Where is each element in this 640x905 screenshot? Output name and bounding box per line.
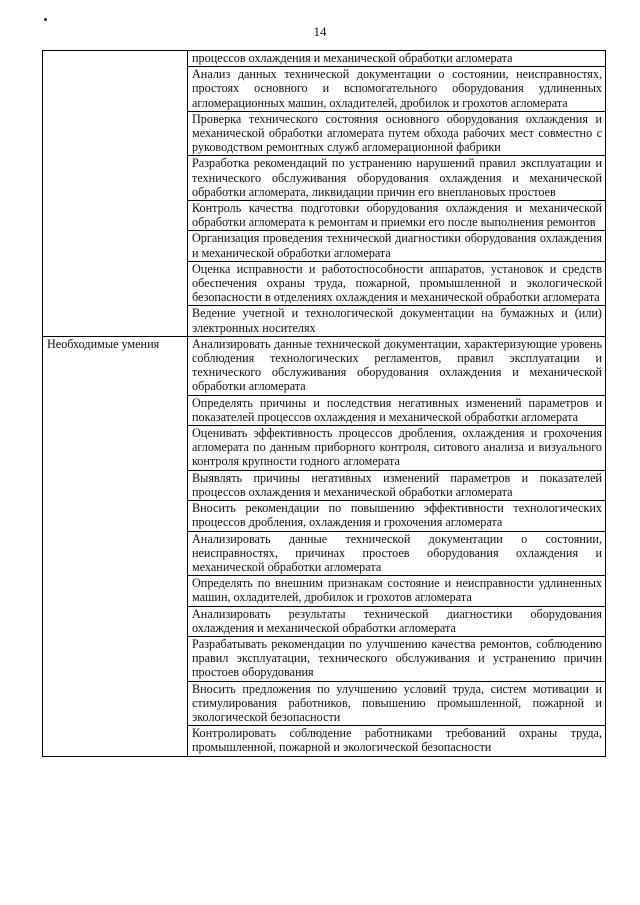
scan-dot <box>44 18 47 21</box>
requirements-table <box>42 50 606 757</box>
table-cell: Контролировать соблюдение работниками требований охраны труда, промышленной, пожарной и экологической безопасности <box>188 726 606 756</box>
table-cell: Проверка технического состояния основного оборудования охлаждения и механической обработки агломерата путем обхода рабочих мест совместно с руководством ремонтных служб агломерационной фабрики <box>188 111 606 156</box>
table-cell: Оценивать эффективность процессов дробления, охлаждения и грохочения агломерата по данным приборного контроля, ситового анализа и визуального контроля крупности годного агломерата <box>188 426 606 471</box>
table-cell: Выявлять причины негативных изменений параметров и показателей процессов охлаждения и механической обработки агломерата <box>188 470 606 500</box>
table-cell: Анализировать результаты технической диагностики оборудования охлаждения и механической обработки агломерата <box>188 606 606 636</box>
table-cell: Определять причины и последствия негативных изменений параметров и показателей процессов охлаждения и механической обработки агломерата <box>188 395 606 425</box>
table-cell: Вносить рекомендации по повышению эффективности технологических процессов дробления, охлаждения и грохочения агломерата <box>188 501 606 531</box>
table-cell: Вносить предложения по улучшению условий труда, систем мотивации и стимулирования работников, повышению промышленной, пожарной и экологической безопасности <box>188 681 606 726</box>
table-row <box>43 336 606 395</box>
table-cell: Организация проведения технической диагностики оборудования охлаждения и механической обработки агломерата <box>188 231 606 261</box>
table-cell: Контроль качества подготовки оборудования охлаждения и механической обработки агломерата к ремонтам и приемки его после выполнения ремонтов <box>188 201 606 231</box>
section-label: Необходимые умения <box>43 336 188 756</box>
table-cell: Разрабатывать рекомендации по улучшению качества ремонтов, соблюдению правил эксплуатации, технического обслуживания и устранению причин простоев оборудования <box>188 636 606 681</box>
table-row <box>43 51 606 67</box>
section-label <box>43 51 188 337</box>
table-cell: Разработка рекомендаций по устранению нарушений правил эксплуатации и технического обслуживания оборудования охлаждения и механической обработки агломерата, ликвидации причин его внеплановых простоев <box>188 156 606 201</box>
table-cell: Оценка исправности и работоспособности аппаратов, установок и средств обеспечения охраны труда, пожарной, промышленной и экологической безопасности в отделениях охлаждения и механической обработки агломерата <box>188 261 606 306</box>
requirements-table-body <box>43 51 606 757</box>
table-cell: Анализировать данные технической документации о состоянии, неисправностях, причинах простоев оборудования охлаждения и механической обработки агломерата <box>188 531 606 576</box>
table-cell: Определять по внешним признакам состояние и неисправности удлиненных машин, охладителей, дробилок и грохотов агломерата <box>188 576 606 606</box>
page-number: 14 <box>313 24 327 39</box>
table-cell: Ведение учетной и технологической документации на бумажных и (или) электронных носителях <box>188 306 606 336</box>
table-cell: процессов охлаждения и механической обработки агломерата <box>188 51 606 67</box>
table-cell: Анализировать данные технической документации, характеризующие уровень соблюдения технологических регламентов, правил эксплуатации и технического обслуживания оборудования охлаждения и механической обработки агломерата <box>188 336 606 395</box>
table-cell: Анализ данных технической документации о состоянии, неисправностях, простоях основного и вспомогательного оборудования удлиненных агломерационных машин, охладителей, дробилок и грохотов агломерата <box>188 67 606 112</box>
